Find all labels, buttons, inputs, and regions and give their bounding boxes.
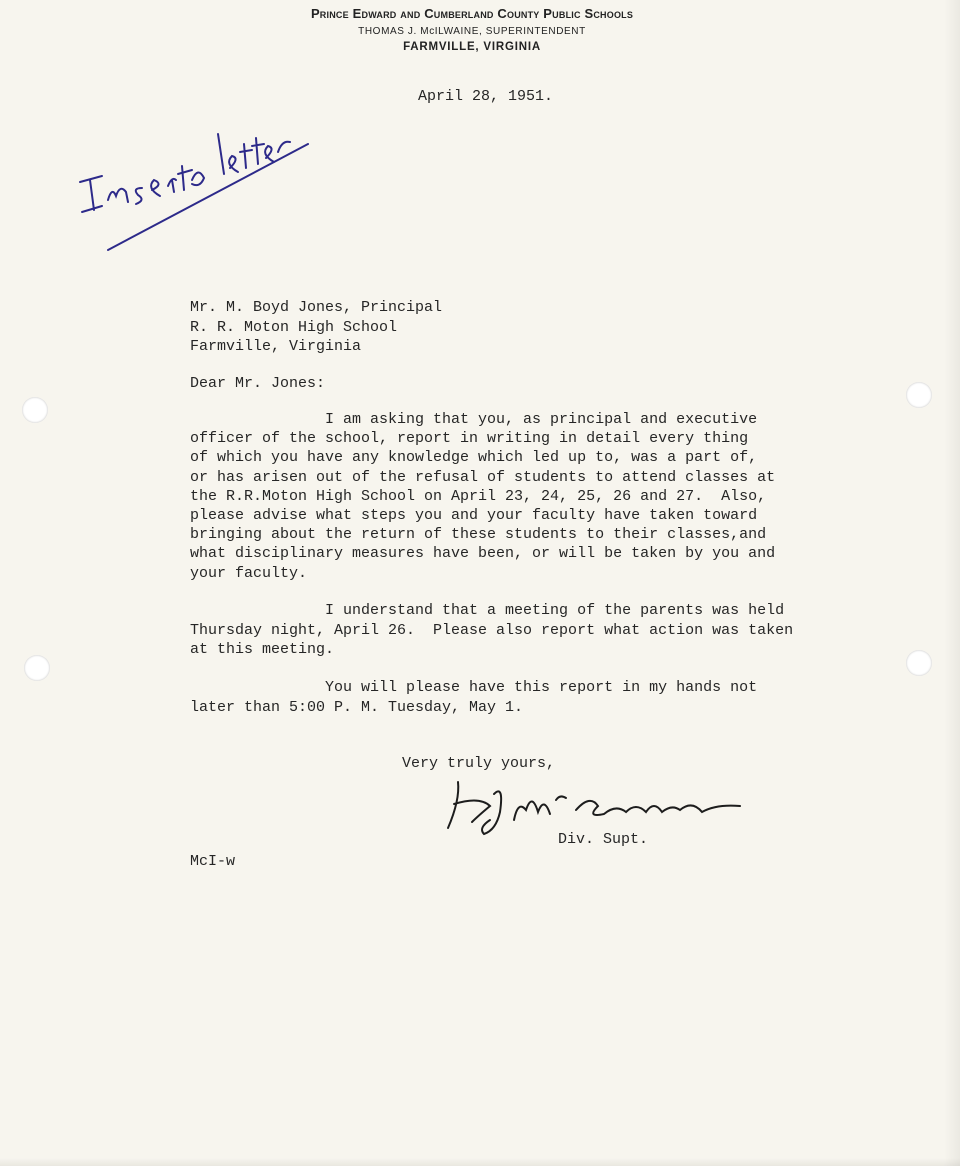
paragraph-line: bringing about the return of these students to their classes,and — [190, 526, 767, 544]
paragraph-line: the R.R.Moton High School on April 23, 24, 25, 26 and 27. Also, — [190, 487, 767, 505]
punch-hole — [906, 382, 932, 408]
paragraph-line: Thursday night, April 26. Please also report what action was taken — [190, 621, 794, 639]
paragraph-line: later than 5:00 P. M. Tuesday, May 1. — [190, 699, 524, 716]
page-edge-shadow — [944, 0, 960, 1166]
paragraph-line: officer of the school, report in writing in detail every thing — [190, 430, 749, 448]
punch-hole — [22, 397, 48, 423]
body-paragraph-1 — [190, 410, 775, 583]
letterhead — [0, 6, 944, 53]
paragraph-line: your faculty. — [190, 564, 308, 582]
paragraph-line: I understand that a meeting of the parents was held — [190, 602, 785, 619]
handwritten-note-insert-letter — [68, 92, 318, 267]
closing: Very truly yours, — [402, 755, 556, 772]
paragraph-line: please advise what steps you and your faculty have taken toward — [190, 507, 758, 525]
page-bottom-edge — [0, 1158, 960, 1166]
letter-date: April 28, 1951. — [418, 88, 554, 105]
signature — [440, 770, 750, 840]
recipient-line-1: Mr. M. Boyd Jones, Principal — [190, 299, 443, 316]
letterhead-city: FARMVILLE, VIRGINIA — [403, 41, 541, 53]
signer-title: Div. Supt. — [558, 831, 649, 848]
paragraph-line: You will please have this report in my hands not — [190, 679, 758, 696]
paragraph-line: at this meeting. — [190, 641, 335, 658]
letterhead-organization: Prince Edward and Cumberland County Public Schools — [310, 6, 634, 21]
reference-initials: McI-w — [190, 853, 236, 870]
body-paragraph-3 — [190, 678, 757, 718]
paragraph-line: of which you have any knowledge which led up to, was a part of, — [190, 449, 758, 467]
recipient-address — [190, 298, 442, 357]
punch-hole — [906, 650, 932, 676]
paragraph-line: what disciplinary measures have been, or will be taken by you and — [190, 545, 776, 563]
punch-hole — [24, 655, 50, 681]
letterhead-superintendent: THOMAS J. McILWAINE, SUPERINTENDENT — [358, 26, 586, 37]
body-paragraph-2 — [190, 601, 793, 660]
recipient-line-2: R. R. Moton High School — [190, 318, 398, 336]
recipient-line-3: Farmville, Virginia — [190, 338, 362, 355]
paragraph-line: I am asking that you, as principal and executive — [190, 411, 758, 428]
salutation: Dear Mr. Jones: — [190, 375, 326, 392]
paragraph-line: or has arisen out of the refusal of students to attend classes at — [190, 468, 776, 486]
